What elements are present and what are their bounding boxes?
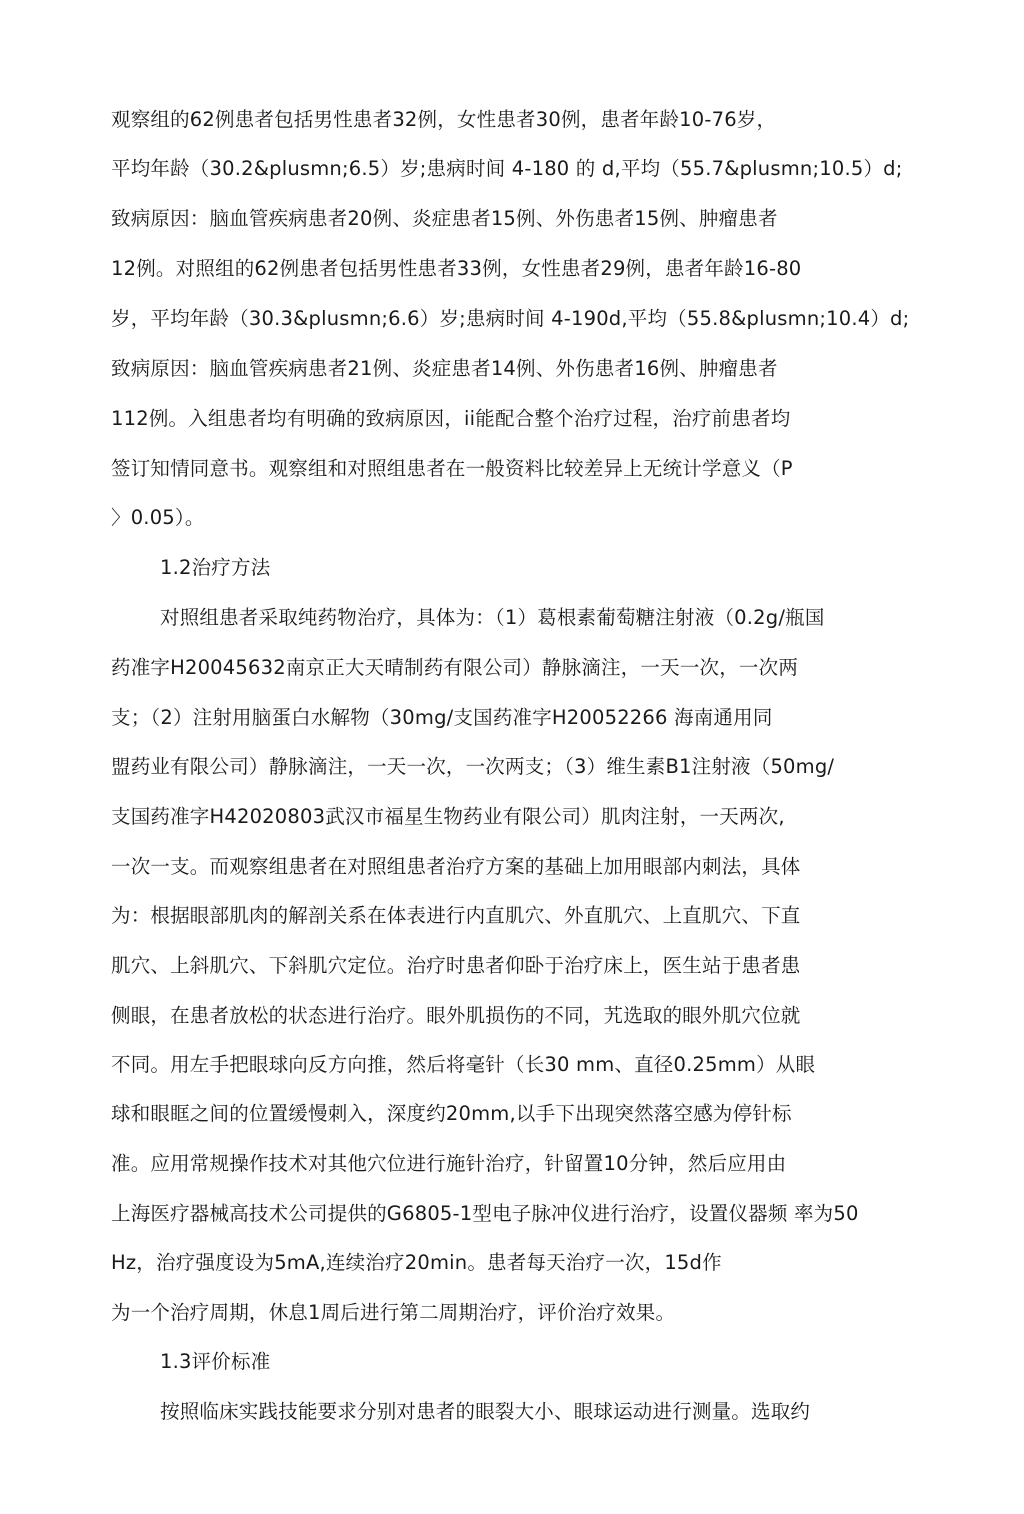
text-line: 平均年龄（30.2&plusmn;6.5）岁;患病时间 4-180 的 d,平均（55.7&plusmn;10.5）d; [111,157,903,180]
text-line: 支国药准字H42020803武汉市福星生物药业有限公司）肌肉注射，一天两次, [111,805,785,828]
text-line: 支；（2）注射用脑蛋白水解物（30mg/支国药准字H20052266 海南通用同 [111,706,773,729]
text-line: 药准字H20045632南京正大天晴制药有限公司）静脉滴注，一天一次，一次两 [111,656,799,679]
text-line: 签订知情同意书。观察组和对照组患者在一般资料比较差异上无统计学意义（P [111,457,793,480]
text-line: 不同。用左手把眼球向反方向推，然后将毫针（长30 mm、直径0.25mm）从眼 [111,1053,816,1076]
text-line: 一次一支。而观察组患者在对照组患者治疗方案的基础上加用眼部内刺法，具体 [111,855,801,878]
text-line: 112例。入组患者均有明确的致病原因，ii能配合整个治疗过程，治疗前患者均 [111,407,791,430]
text-line: 为：根据眼部肌肉的解剖关系在体表进行内直肌穴、外直肌穴、上直肌穴、下直 [111,904,801,927]
text-line: 盟药业有限公司）静脉滴注，一天一次，一次两支；（3）维生素B1注射液（50mg/ [111,755,835,778]
text-line: 按照临床实践技能要求分别对患者的眼裂大小、眼球运动进行测量。选取约 [160,1400,811,1423]
section-heading: 1.2治疗方法 [160,556,271,579]
text-line: 12例。对照组的62例患者包括男性患者33例，女性患者29例，患者年龄16-80 [111,257,802,280]
text-line: 岁，平均年龄（30.3&plusmn;6.6）岁;患病时间 4-190d,平均（55.8&plusmn;10.4）d; [111,307,910,330]
text-line: 球和眼眶之间的位置缓慢刺入，深度约20mm,以手下出现突然落空感为停针标 [111,1102,792,1125]
text-line: 为一个治疗周期，休息1周后进行第二周期治疗，评价治疗效果。 [111,1301,676,1324]
text-line: Hz，治疗强度设为5mA,连续治疗20min。患者每天治疗一次，15d作 [111,1251,722,1274]
text-line: 侧眼，在患者放松的状态进行治疗。眼外肌损伤的不同，艽选取的眼外肌穴位就 [111,1004,801,1027]
text-line: 上海医疗器械高技术公司提供的G6805-1型电子脉冲仪进行治疗，设置仪器频 率为50 [111,1202,859,1225]
text-line: 致病原因：脑血管疾病患者21例、炎症患者14例、外伤患者16例、肿瘤患者 [111,357,778,380]
text-line: 准。应用常规操作技术对其他穴位进行施针治疗，针留置10分钟，然后应用由 [111,1152,787,1175]
text-line: 肌穴、上斜肌穴、下斜肌穴定位。治疗时患者仰卧于治疗床上，医生站于患者患 [111,954,801,977]
text-line: 〉0.05）。 [111,506,205,529]
text-line: 观察组的62例患者包括男性患者32例，女性患者30例，患者年龄10-76岁， [111,108,777,131]
section-heading: 1.3评价标准 [160,1350,271,1373]
text-line: 对照组患者采取纯药物治疗，具体为：（1）葛根素葡萄糖注射液（0.2g/瓶国 [160,606,825,629]
text-line: 致病原因：脑血管疾病患者20例、炎症患者15例、外伤患者15例、肿瘤患者 [111,207,778,230]
